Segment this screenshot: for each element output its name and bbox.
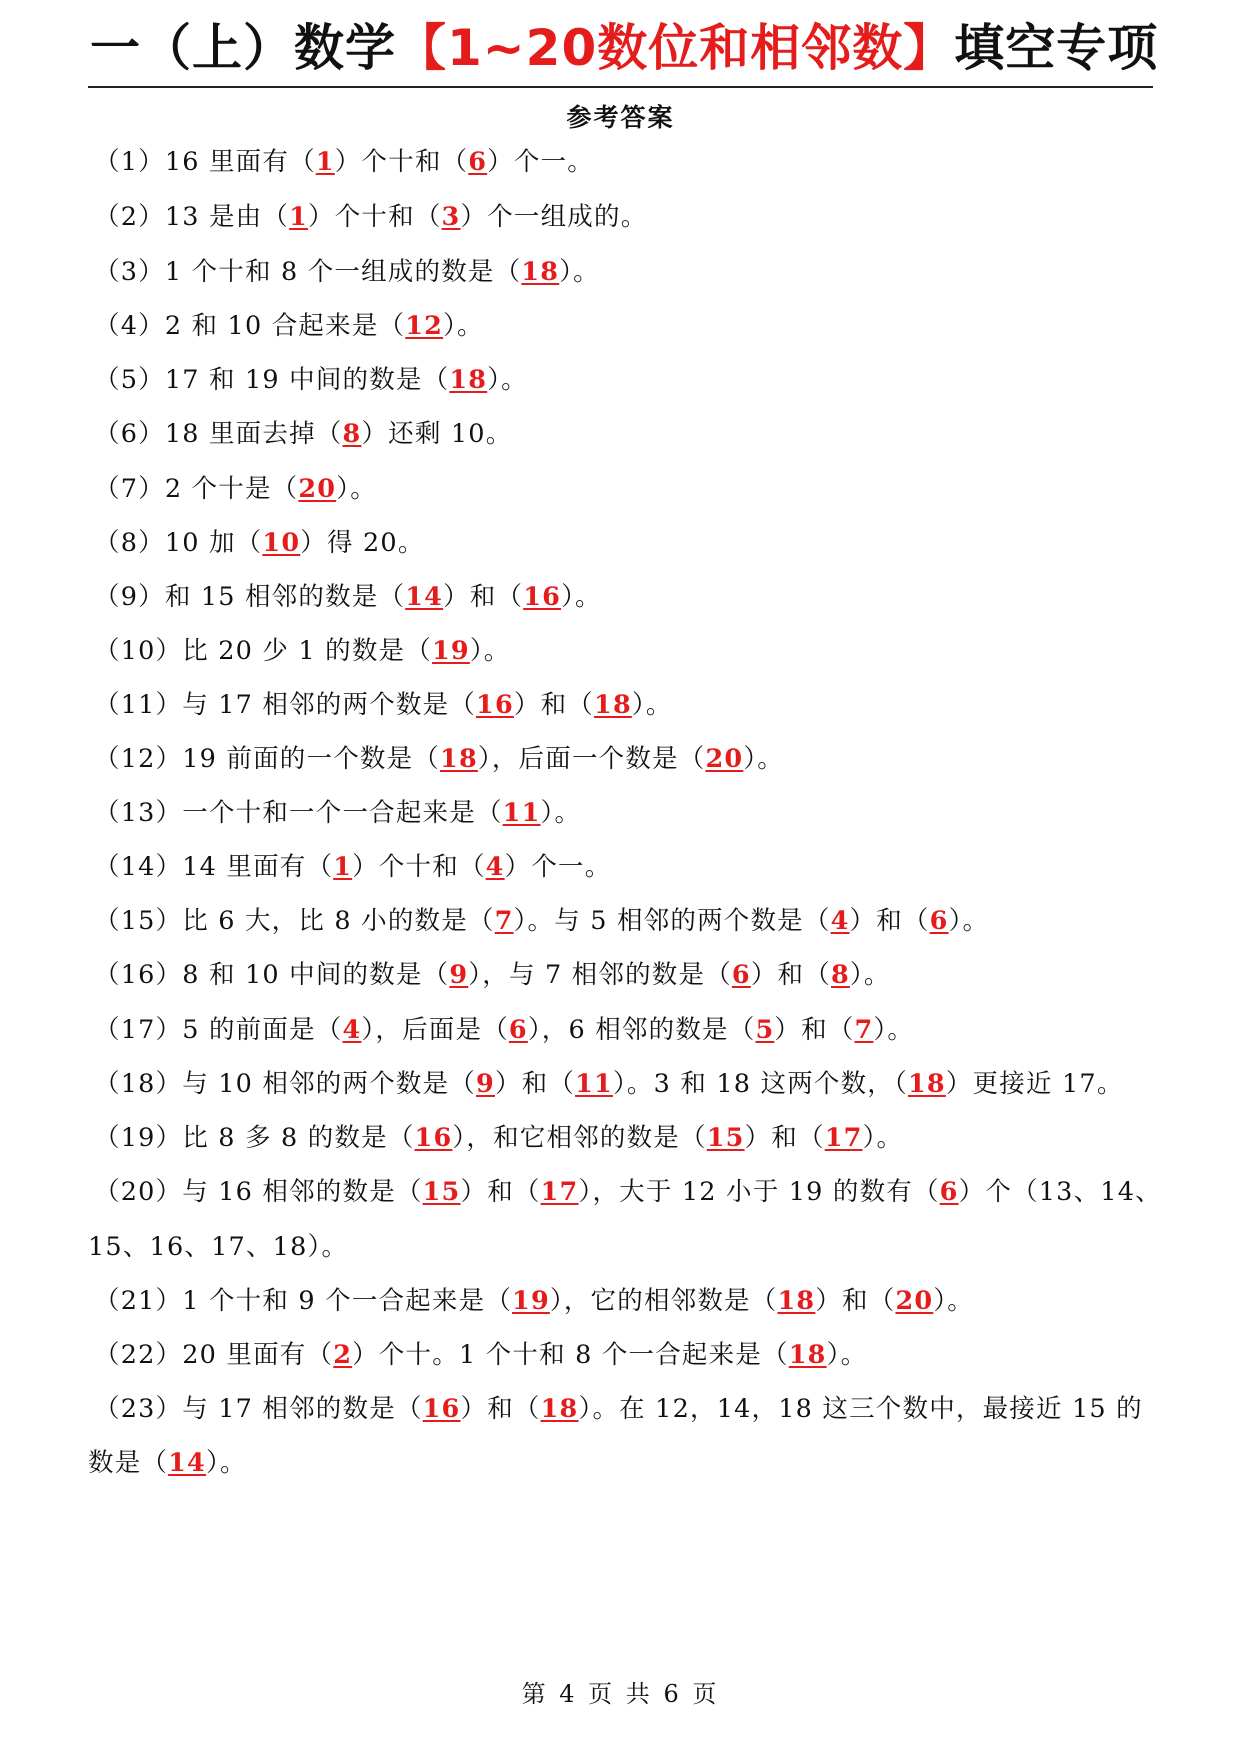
answer-value: 14	[168, 1448, 206, 1478]
answer-value: 6	[468, 147, 488, 177]
question-text: ），后面是（	[361, 1015, 509, 1045]
question-text: ），与 7 相邻的数是（	[468, 960, 732, 990]
answer-value: 18	[521, 257, 560, 287]
question-item	[94, 903, 989, 939]
answer-value: 18	[907, 1069, 946, 1099]
answer-value: 18	[777, 1286, 816, 1316]
question-text: ）个（13、14、	[958, 1177, 1162, 1207]
question-text: ），和它相邻的数是（	[452, 1123, 707, 1153]
question-text: （8）10 加（	[94, 528, 263, 558]
question-text: （22）20 里面有（	[94, 1340, 334, 1370]
answer-value: 9	[449, 960, 469, 990]
question-text: ）和（	[494, 1069, 576, 1099]
answer-value: 6	[939, 1177, 959, 1207]
question-text: ），后面一个数是（	[477, 744, 706, 774]
answer-value: 7	[494, 906, 514, 936]
question-item	[94, 1283, 974, 1319]
question-text: ）还剩 10。	[361, 419, 513, 449]
question-item	[94, 579, 602, 615]
question-text: ）和（	[750, 960, 831, 990]
question-text: ）。	[826, 1340, 868, 1370]
answer-value: 15	[706, 1123, 745, 1153]
answer-value: 18	[788, 1340, 827, 1370]
answer-value: 11	[575, 1069, 613, 1099]
question-item	[94, 1174, 1162, 1210]
question-text: （19）比 8 多 8 的数是（	[94, 1123, 415, 1153]
question-text: ）个一。	[487, 147, 595, 177]
answer-value: 1	[289, 202, 309, 232]
question-item	[94, 633, 511, 669]
answer-value: 20	[298, 474, 337, 504]
question-text: ）个一。	[504, 852, 612, 882]
question-text: ），它的相邻数是（	[549, 1286, 778, 1316]
question-item	[94, 471, 377, 507]
question-text: ）和（	[513, 690, 595, 720]
question-continuation	[88, 1445, 247, 1481]
question-text: ）。	[862, 1123, 904, 1153]
question-item	[94, 1012, 914, 1048]
question-text: （14）14 里面有（	[94, 852, 334, 882]
question-text: ）。	[559, 257, 600, 287]
question-text: （2）13 是由（	[94, 202, 290, 232]
question-text: （5）17 和 19 中间的数是（	[94, 365, 450, 395]
answer-value: 12	[405, 311, 444, 341]
question-item	[94, 308, 484, 344]
question-text: （10）比 20 少 1 的数是（	[94, 636, 432, 666]
question-item	[94, 795, 581, 831]
title-prefix: 一（上）数学	[90, 19, 396, 77]
question-text: ）个十。1 个十和 8 个一合起来是（	[352, 1340, 789, 1370]
question-text: ）。与 5 相邻的两个数是（	[513, 906, 831, 936]
answer-value: 4	[342, 1015, 362, 1045]
answer-value: 8	[342, 419, 362, 449]
question-text: （9）和 15 相邻的数是（	[94, 582, 406, 612]
question-text: （3）1 个十和 8 个一组成的数是（	[94, 257, 522, 287]
answer-value: 1	[333, 852, 353, 882]
question-text: 数是（	[88, 1448, 169, 1478]
answer-value: 16	[422, 1394, 461, 1424]
question-text: （17）5 的前面是（	[94, 1015, 343, 1045]
answer-value: 9	[476, 1069, 495, 1099]
question-text: ）。	[443, 311, 484, 341]
question-text: ）和（	[849, 906, 930, 936]
question-text: ）个十和（	[308, 202, 442, 232]
answer-value: 6	[731, 960, 751, 990]
question-continuation	[88, 1229, 348, 1265]
answer-value: 4	[830, 906, 850, 936]
question-text: ），6 相邻的数是（	[527, 1015, 756, 1045]
question-text: ）。在 12，14，18 这三个数中，最接近 15 的	[578, 1394, 1143, 1424]
answer-value: 11	[502, 798, 541, 828]
question-text: ）。	[469, 636, 511, 666]
question-text: ）。	[336, 474, 377, 504]
answer-value: 18	[449, 365, 488, 395]
question-item	[94, 1337, 867, 1373]
question-text: ）。	[206, 1448, 247, 1478]
question-text: ）和（	[460, 1394, 541, 1424]
title-highlight: 【1~20数位和相邻数】	[396, 19, 955, 77]
question-text: （21）1 个十和 9 个一合起来是（	[94, 1286, 513, 1316]
question-item	[94, 741, 784, 777]
answer-value: 6	[508, 1015, 528, 1045]
answer-value: 1	[315, 147, 335, 177]
question-text: ）和（	[443, 582, 524, 612]
question-text: ）和（	[744, 1123, 825, 1153]
question-text: ）。	[487, 365, 528, 395]
title-divider	[88, 86, 1153, 88]
answer-value: 18	[594, 690, 632, 720]
answer-value: 17	[824, 1123, 863, 1153]
question-text: ）。3 和 18 这两个数，（	[612, 1069, 908, 1099]
question-text: （1）16 里面有（	[94, 147, 316, 177]
answer-value: 6	[929, 906, 949, 936]
question-text: （15）比 6 大，比 8 小的数是（	[94, 906, 495, 936]
question-item	[94, 525, 425, 561]
answer-value: 3	[441, 202, 461, 232]
page-footer: 第 4 页 共 6 页	[521, 1680, 720, 1708]
title-suffix: 填空专项	[954, 19, 1159, 77]
answer-value: 19	[512, 1286, 550, 1316]
question-text: 15、16、17、18）。	[88, 1232, 349, 1262]
question-text: ）。	[948, 906, 990, 936]
page-title	[90, 12, 1159, 84]
question-text: ）。	[933, 1286, 975, 1316]
answer-value: 7	[854, 1015, 874, 1045]
answer-value: 14	[405, 582, 444, 612]
question-item	[94, 1391, 1143, 1427]
question-text: ）和（	[774, 1015, 855, 1045]
answer-value: 17	[540, 1177, 579, 1207]
answer-value: 19	[431, 636, 470, 666]
question-text: （11）与 17 相邻的两个数是（	[94, 690, 477, 720]
question-text: ）。	[631, 690, 673, 720]
question-text: ）。	[849, 960, 891, 990]
question-item	[94, 687, 673, 723]
question-item	[94, 957, 891, 993]
question-item	[94, 199, 647, 235]
answer-value: 8	[830, 960, 850, 990]
question-text: ），大于 12 小于 19 的数有（	[578, 1177, 940, 1207]
question-text: ）。	[540, 798, 582, 828]
question-text: （16）8 和 10 中间的数是（	[94, 960, 450, 990]
answer-value: 10	[262, 528, 301, 558]
question-text: （20）与 16 相邻的数是（	[94, 1177, 423, 1207]
question-text: ）个十和（	[334, 147, 469, 177]
question-text: ）个一组成的。	[460, 202, 648, 232]
answer-value: 20	[705, 744, 744, 774]
answer-value: 18	[540, 1394, 579, 1424]
question-text: ）和（	[815, 1286, 896, 1316]
question-item	[94, 416, 512, 452]
question-text: （23）与 17 相邻的数是（	[94, 1394, 423, 1424]
question-item	[94, 1066, 1124, 1102]
answer-value: 16	[476, 690, 514, 720]
answer-value: 4	[485, 852, 505, 882]
answer-value: 16	[523, 582, 562, 612]
question-item	[94, 849, 611, 885]
question-text: （18）与 10 相邻的两个数是（	[94, 1069, 477, 1099]
question-text: （12）19 前面的一个数是（	[94, 744, 441, 774]
answer-value: 20	[895, 1286, 934, 1316]
question-text: ）个十和（	[352, 852, 486, 882]
question-item	[94, 362, 528, 398]
answer-value: 15	[422, 1177, 461, 1207]
answer-key-heading: 参考答案	[566, 103, 675, 132]
answer-value: 16	[414, 1123, 453, 1153]
answer-value: 2	[333, 1340, 353, 1370]
question-text: ）。	[743, 744, 785, 774]
question-text: （13）一个十和一个一合起来是（	[94, 798, 503, 828]
question-text: （6）18 里面去掉（	[94, 419, 343, 449]
question-item	[94, 254, 600, 290]
answer-value: 5	[755, 1015, 775, 1045]
question-text: ）。	[873, 1015, 915, 1045]
question-item	[94, 144, 594, 180]
answer-value: 18	[440, 744, 478, 774]
question-text: （7）2 个十是（	[94, 474, 299, 504]
question-text: ）和（	[460, 1177, 541, 1207]
question-text: ）得 20。	[300, 528, 425, 558]
question-text: （4）2 和 10 合起来是（	[94, 311, 406, 341]
question-item	[94, 1120, 903, 1156]
question-text: ）更接近 17。	[945, 1069, 1124, 1099]
question-text: ）。	[561, 582, 602, 612]
